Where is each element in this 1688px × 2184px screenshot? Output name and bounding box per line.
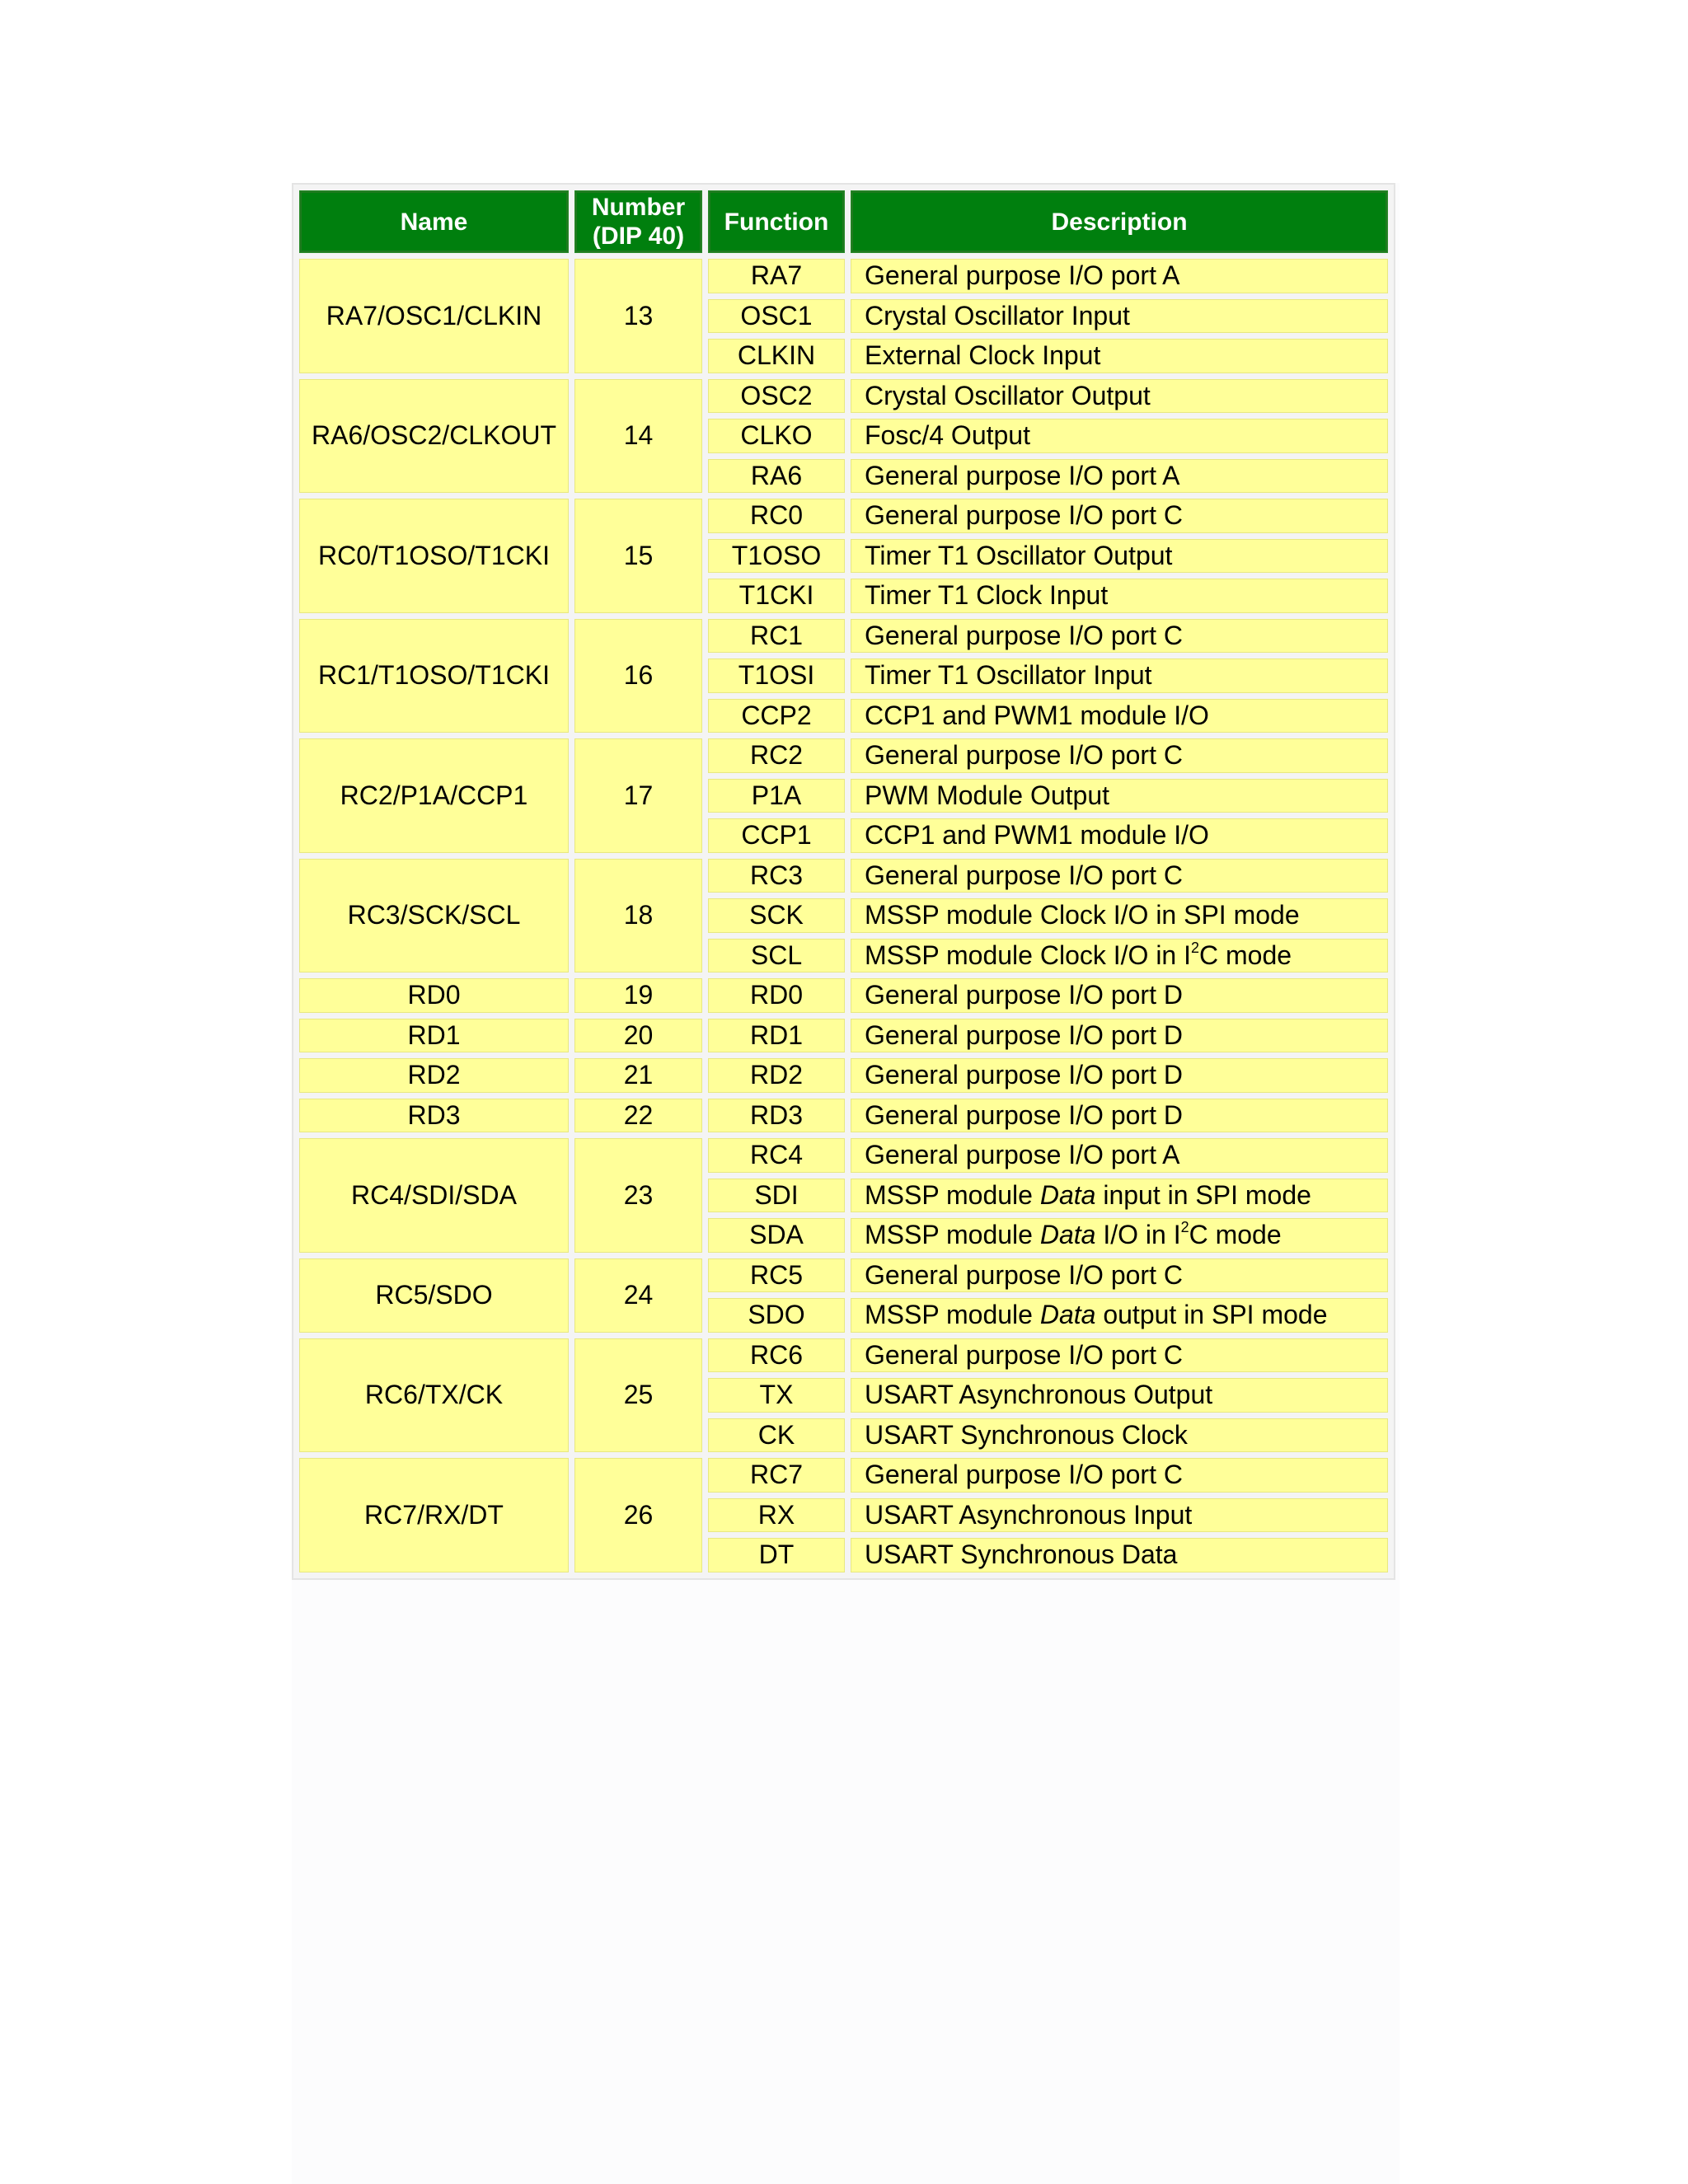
description-text: Crystal Oscillator Output	[865, 380, 1151, 410]
function-cell: RD2	[708, 1058, 845, 1093]
pin-number-cell: 23	[574, 1138, 702, 1253]
function-cell: P1A	[708, 779, 845, 813]
pin-name-cell: RD3	[299, 1099, 569, 1133]
function-cell: CLKO	[708, 419, 845, 453]
pin-number-cell: 16	[574, 619, 702, 733]
description-cell	[851, 1538, 1388, 1572]
pin-number-cell: 20	[574, 1019, 702, 1053]
pin-name-cell: RC7/RX/DT	[299, 1458, 569, 1572]
description-cell	[851, 1338, 1388, 1373]
description-cell	[851, 499, 1388, 533]
description-text-tail: C mode	[1199, 940, 1292, 970]
description-text-tail: C mode	[1189, 1220, 1282, 1250]
function-cell: RA6	[708, 459, 845, 494]
description-cell	[851, 1378, 1388, 1413]
description-cell	[851, 859, 1388, 893]
function-cell: SDI	[708, 1179, 845, 1213]
description-text: Crystal Oscillator Input	[865, 300, 1130, 330]
description-text: General purpose I/O port D	[865, 980, 1183, 1010]
description-text: General purpose I/O port C	[865, 500, 1183, 531]
description-text: External Clock Input	[865, 340, 1101, 371]
pin-name-cell: RC5/SDO	[299, 1258, 569, 1333]
table-row	[299, 738, 1388, 773]
pin-name-cell: RC4/SDI/SDA	[299, 1138, 569, 1253]
table-row	[299, 859, 1388, 893]
description-text: General purpose I/O port A	[865, 460, 1180, 490]
function-cell: T1OSI	[708, 658, 845, 693]
pin-number-cell: 24	[574, 1258, 702, 1333]
pin-name-cell: RC3/SCK/SCL	[299, 859, 569, 973]
pin-name-cell: RD1	[299, 1019, 569, 1053]
description-cell	[851, 299, 1388, 334]
function-cell: RC3	[708, 859, 845, 893]
pin-number-cell: 21	[574, 1058, 702, 1093]
pin-number-cell: 22	[574, 1099, 702, 1133]
description-cell	[851, 419, 1388, 453]
function-cell: OSC2	[708, 379, 845, 414]
description-cell	[851, 818, 1388, 853]
description-cell	[851, 539, 1388, 574]
description-text: General purpose I/O port D	[865, 1099, 1183, 1130]
table-row	[299, 1058, 1388, 1093]
description-text: General purpose I/O port C	[865, 1339, 1183, 1370]
description-text: MSSP module	[865, 1220, 1040, 1250]
function-cell: RD3	[708, 1099, 845, 1133]
function-cell: RC0	[708, 499, 845, 533]
description-text: USART Synchronous Clock	[865, 1419, 1188, 1450]
function-cell: CCP2	[708, 699, 845, 733]
description-text: MSSP module Clock I/O in I	[865, 940, 1191, 970]
description-text-tail: input in SPI mode	[1095, 1179, 1311, 1210]
pin-number-cell: 19	[574, 978, 702, 1013]
pin-number-cell: 14	[574, 379, 702, 494]
function-cell: SCL	[708, 939, 845, 973]
description-cell	[851, 1099, 1388, 1133]
description-text: USART Asynchronous Input	[865, 1499, 1193, 1530]
description-cell	[851, 379, 1388, 414]
description-cell	[851, 1298, 1388, 1333]
description-text: USART Asynchronous Output	[865, 1380, 1213, 1410]
description-text: General purpose I/O port C	[865, 1259, 1183, 1290]
description-italic: Data	[1039, 1220, 1096, 1250]
table-row	[299, 1458, 1388, 1493]
description-cell	[851, 898, 1388, 933]
description-text-tail: output in SPI mode	[1095, 1300, 1328, 1330]
description-cell	[851, 738, 1388, 773]
description-cell	[851, 259, 1388, 293]
function-cell: DT	[708, 1538, 845, 1572]
table-row	[299, 1138, 1388, 1173]
description-text: PWM Module Output	[865, 780, 1109, 810]
table-row	[299, 379, 1388, 414]
pin-number-cell: 26	[574, 1458, 702, 1572]
function-cell: RC6	[708, 1338, 845, 1373]
pin-number-cell: 13	[574, 259, 702, 373]
function-cell: SDA	[708, 1218, 845, 1253]
description-text: Fosc/4 Output	[865, 420, 1030, 451]
description-text: Timer T1 Oscillator Input	[865, 660, 1152, 691]
header-number-line2: (DIP 40)	[592, 223, 685, 250]
function-cell: RC1	[708, 619, 845, 654]
description-cell	[851, 658, 1388, 693]
table-row	[299, 1338, 1388, 1373]
header-number	[574, 190, 702, 253]
description-text: General purpose I/O port C	[865, 620, 1183, 650]
description-cell	[851, 1218, 1388, 1253]
description-italic: Data	[1039, 1300, 1096, 1330]
table-row	[299, 1099, 1388, 1133]
description-cell	[851, 1138, 1388, 1173]
function-cell: CLKIN	[708, 339, 845, 373]
header-function: Function	[708, 190, 845, 253]
description-cell	[851, 779, 1388, 813]
pin-number-cell: 17	[574, 738, 702, 853]
description-cell	[851, 1498, 1388, 1533]
table-row	[299, 1019, 1388, 1053]
description-cell	[851, 1258, 1388, 1293]
description-text: General purpose I/O port D	[865, 1060, 1183, 1090]
description-cell	[851, 939, 1388, 973]
description-text: General purpose I/O port D	[865, 1019, 1183, 1050]
function-cell: T1OSO	[708, 539, 845, 574]
description-superscript: 2	[1191, 939, 1200, 956]
header-number-line1: Number	[591, 194, 686, 221]
description-text: General purpose I/O port A	[865, 260, 1180, 291]
description-text: General purpose I/O port C	[865, 1460, 1183, 1490]
pin-name-cell: RD2	[299, 1058, 569, 1093]
description-cell	[851, 1458, 1388, 1493]
pin-number-cell: 25	[574, 1338, 702, 1453]
description-cell	[851, 699, 1388, 733]
description-text: CCP1 and PWM1 module I/O	[865, 820, 1209, 851]
description-text: General purpose I/O port C	[865, 740, 1183, 771]
description-cell	[851, 1418, 1388, 1453]
function-cell: RD0	[708, 978, 845, 1013]
table-row	[299, 259, 1388, 293]
description-text: MSSP module	[865, 1179, 1040, 1210]
table-row	[299, 978, 1388, 1013]
function-cell: RD1	[708, 1019, 845, 1053]
pin-description-table	[292, 183, 1395, 1580]
description-text: General purpose I/O port C	[865, 860, 1183, 890]
table-row	[299, 619, 1388, 654]
pin-name-cell: RC1/T1OSO/T1CKI	[299, 619, 569, 733]
description-text: Timer T1 Clock Input	[865, 580, 1109, 611]
pin-name-cell: RC2/P1A/CCP1	[299, 738, 569, 853]
description-text: MSSP module	[865, 1300, 1040, 1330]
pin-name-cell: RC0/T1OSO/T1CKI	[299, 499, 569, 613]
pin-name-cell: RA7/OSC1/CLKIN	[299, 259, 569, 373]
description-cell	[851, 978, 1388, 1013]
function-cell: CK	[708, 1418, 845, 1453]
description-text: USART Synchronous Data	[865, 1540, 1178, 1570]
function-cell: RC2	[708, 738, 845, 773]
table-body	[299, 259, 1388, 1572]
description-cell	[851, 1019, 1388, 1053]
description-italic: Data	[1039, 1179, 1096, 1210]
description-cell	[851, 1179, 1388, 1213]
table-row	[299, 1258, 1388, 1293]
description-text: CCP1 and PWM1 module I/O	[865, 700, 1209, 730]
pin-name-cell: RC6/TX/CK	[299, 1338, 569, 1453]
function-cell: SDO	[708, 1298, 845, 1333]
function-cell: SCK	[708, 898, 845, 933]
description-text: General purpose I/O port A	[865, 1140, 1180, 1170]
function-cell: RA7	[708, 259, 845, 293]
header-row	[299, 190, 1388, 253]
function-cell: RX	[708, 1498, 845, 1533]
function-cell: RC7	[708, 1458, 845, 1493]
pin-number-cell: 18	[574, 859, 702, 973]
description-cell	[851, 579, 1388, 613]
header-description: Description	[851, 190, 1388, 253]
description-cell	[851, 459, 1388, 494]
function-cell: RC4	[708, 1138, 845, 1173]
description-text: Timer T1 Oscillator Output	[865, 540, 1173, 570]
pin-name-cell: RA6/OSC2/CLKOUT	[299, 379, 569, 494]
description-text: MSSP module Clock I/O in SPI mode	[865, 900, 1300, 930]
description-cell	[851, 339, 1388, 373]
table-row	[299, 499, 1388, 533]
description-superscript: 2	[1180, 1219, 1189, 1236]
function-cell: CCP1	[708, 818, 845, 853]
function-cell: RC5	[708, 1258, 845, 1293]
function-cell: TX	[708, 1378, 845, 1413]
header-name: Name	[299, 190, 569, 253]
function-cell: T1CKI	[708, 579, 845, 613]
pin-number-cell: 15	[574, 499, 702, 613]
description-cell	[851, 1058, 1388, 1093]
function-cell: OSC1	[708, 299, 845, 334]
description-text-mid: I/O in I	[1095, 1220, 1181, 1250]
pin-name-cell: RD0	[299, 978, 569, 1013]
description-cell	[851, 619, 1388, 654]
